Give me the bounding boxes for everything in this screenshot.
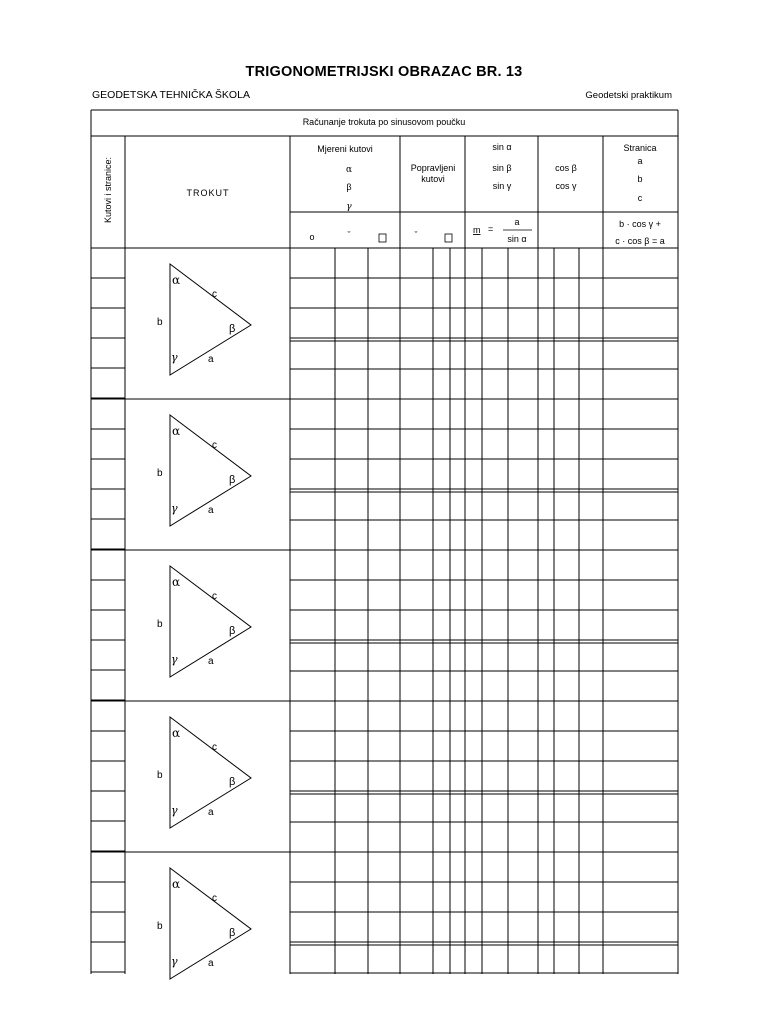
triangle-side-c: c <box>212 289 217 300</box>
triangle-gamma: γ <box>171 804 178 817</box>
popravljeni-line1: Popravljeni <box>410 163 456 173</box>
triangle-side-c: c <box>212 440 217 451</box>
stranica-c: c <box>637 193 643 203</box>
triangle-beta: β <box>229 474 236 486</box>
trokut-label: TROKUT <box>186 188 230 198</box>
triangle-side-c: c <box>212 742 217 753</box>
triangle-beta: β <box>229 323 236 335</box>
triangle-side-a: a <box>208 505 214 516</box>
triangle-side-b: b <box>157 921 163 932</box>
formula-m: m <box>473 225 481 235</box>
triangle-side-a: a <box>208 958 214 969</box>
triangle-alpha: α <box>172 273 181 287</box>
formula-side-line1: b · cos γ + <box>619 219 661 229</box>
cos-beta: cos β <box>555 163 577 173</box>
unit-minute: ˇ <box>347 230 351 240</box>
triangle-beta: β <box>229 776 236 788</box>
triangle-side-c: c <box>212 591 217 602</box>
triangle-side-a: a <box>208 354 214 365</box>
popravljeni-line2: kutovi <box>421 174 445 184</box>
sin-gamma: sin γ <box>492 181 512 191</box>
sin-alpha: sin α <box>492 142 512 152</box>
mjereni-beta: β <box>346 182 352 192</box>
triangle-gamma: γ <box>171 351 178 364</box>
triangle-side-b: b <box>157 619 163 630</box>
mjereni-alpha: α <box>345 165 353 175</box>
stranica-b: b <box>637 174 643 184</box>
triangle-gamma: γ <box>171 502 178 515</box>
triangle-alpha: α <box>172 424 181 438</box>
triangle-gamma: γ <box>171 955 178 968</box>
stranica-title: Stranica <box>623 143 657 153</box>
unit-second-box-2 <box>445 234 452 242</box>
cos-gamma: cos γ <box>555 181 577 191</box>
sin-beta: sin β <box>492 163 512 173</box>
formula-denominator: sin α <box>507 234 527 244</box>
stranica-a: a <box>637 156 643 166</box>
triangle-side-b: b <box>157 770 163 781</box>
formula-side-line2: c · cos β = a <box>615 236 665 246</box>
side-label: Kutovi i stranice: <box>103 156 113 224</box>
school-name: GEODETSKA TEHNIČKA ŠKOLA <box>92 89 250 101</box>
triangle-gamma: γ <box>171 653 178 666</box>
triangle-alpha: α <box>172 877 181 891</box>
unit-second-box <box>379 234 386 242</box>
unit-minute-2: ˇ <box>414 230 418 240</box>
formula-eq: = <box>488 224 494 234</box>
triangle-side-b: b <box>157 468 163 479</box>
table-caption: Računanje trokuta po sinusovom poučku <box>302 117 466 127</box>
triangle-side-b: b <box>157 317 163 328</box>
triangle-side-c: c <box>212 893 217 904</box>
formula-numerator: a <box>514 217 520 227</box>
triangle-side-a: a <box>208 807 214 818</box>
triangle-side-a: a <box>208 656 214 667</box>
unit-degree: o <box>309 232 315 242</box>
triangle-beta: β <box>229 625 236 637</box>
mjereni-title: Mjereni kutovi <box>317 144 373 154</box>
triangle-alpha: α <box>172 575 181 589</box>
subject-name: Geodetski praktikum <box>585 90 672 101</box>
mjereni-gamma: γ <box>346 202 352 212</box>
triangle-beta: β <box>229 927 236 939</box>
triangle-alpha: α <box>172 726 181 740</box>
form-title: TRIGONOMETRIJSKI OBRAZAC BR. 13 <box>245 64 523 80</box>
